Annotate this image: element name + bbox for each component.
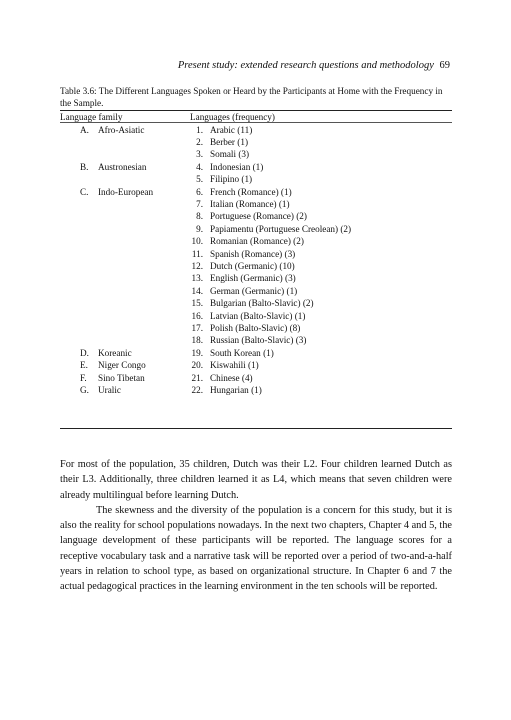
language-name: Italian (Romance) (1): [210, 198, 290, 209]
language-name: German (Germanic) (1): [210, 285, 298, 296]
language-name: Somali (3): [210, 149, 250, 160]
language-number: 2.: [196, 136, 203, 147]
paragraph: For most of the population, 35 children, Dutch was their L2. Four children learned Dutch as their L3. Additionally, three children learned it as L4, which means that seven children were already multilingual before learning Dutch.: [60, 459, 452, 501]
running-head: [178, 60, 450, 71]
table-row: [0, 136, 511, 148]
language-number: 9.: [196, 223, 203, 234]
language-number: 17.: [191, 322, 203, 333]
table-row: [0, 235, 511, 247]
table-row: [0, 297, 511, 309]
language-number: 20.: [191, 360, 203, 371]
language-name: Chinese (4): [210, 372, 253, 383]
table-caption: Table 3.6: The Different Languages Spoken or Heard by the Participants at Home with the Frequency in the Sample.: [60, 86, 443, 108]
table-row: [0, 347, 511, 359]
family-letter: E.: [80, 360, 88, 371]
language-name: Filipino (1): [210, 174, 253, 185]
column-header-languages: Languages (frequency): [190, 111, 275, 122]
family-name: Sino Tibetan: [98, 372, 145, 383]
family-name: Niger Congo: [98, 360, 146, 371]
language-number: 11.: [191, 248, 203, 259]
table-row: [0, 310, 511, 322]
language-name: South Korean (1): [210, 347, 274, 358]
paragraph: The skewness and the diversity of the population is a concern for this study, but it is also the reality for school populations nowadays. In the next two chapters, Chapter 4 and 5, the language development of these participants will be reported. The language scores for a receptive vocabulary task and a narrative task will be reported over a period of two-and-a-half years in relation to school type, as based on organizational structure. In Chapter 6 and 7 the actual pedagogical practices in the learning environment in the ten schools will be reported.: [60, 504, 452, 593]
table-row: [0, 322, 511, 334]
language-name: Hungarian (1): [210, 384, 262, 395]
table-row: [0, 359, 511, 371]
language-name: Kiswahili (1): [210, 360, 259, 371]
table-row: [0, 260, 511, 272]
language-number: 1.: [196, 124, 203, 135]
table-row: [0, 210, 511, 222]
language-name: Bulgarian (Balto-Slavic) (2): [210, 298, 314, 309]
table-row: [0, 248, 511, 260]
language-number: 4.: [196, 161, 203, 172]
table-row: [0, 173, 511, 185]
language-number: 14.: [191, 285, 203, 296]
language-name: Portuguese (Romance) (2): [210, 211, 307, 222]
page-number: 69: [439, 60, 450, 71]
table-row: [0, 223, 511, 235]
language-name: Russian (Balto-Slavic) (3): [210, 335, 307, 346]
language-number: 22.: [191, 384, 203, 395]
language-name: Arabic (11): [210, 124, 253, 135]
table-row: [0, 198, 511, 210]
table-row: [0, 186, 511, 198]
family-letter: A.: [80, 124, 89, 135]
language-name: French (Romance) (1): [210, 186, 292, 197]
language-number: 5.: [196, 174, 203, 185]
language-number: 21.: [191, 372, 203, 383]
family-name: Uralic: [98, 384, 121, 395]
language-number: 18.: [191, 335, 203, 346]
language-number: 7.: [196, 198, 203, 209]
language-name: Berber (1): [210, 136, 249, 147]
language-name: Latvian (Balto-Slavic) (1): [210, 310, 306, 321]
table-row: [0, 148, 511, 160]
family-name: Afro-Asiatic: [98, 124, 145, 135]
family-letter: D.: [80, 347, 89, 358]
family-name: Indo-European: [98, 186, 154, 197]
table-row: [0, 161, 511, 173]
table-bottom-rule: [60, 428, 452, 429]
language-number: 10.: [191, 236, 203, 247]
language-name: Romanian (Romance) (2): [210, 236, 304, 247]
table-header-rule: [60, 122, 452, 123]
family-letter: G.: [80, 384, 89, 395]
table-row: [0, 124, 511, 136]
language-number: 13.: [191, 273, 203, 284]
language-name: Spanish (Romance) (3): [210, 248, 296, 259]
language-name: Polish (Balto-Slavic) (8): [210, 322, 301, 333]
table-row: [0, 272, 511, 284]
language-number: 16.: [191, 310, 203, 321]
family-name: Austronesian: [98, 161, 147, 172]
family-name: Koreanic: [98, 347, 132, 358]
language-number: 6.: [196, 186, 203, 197]
table-row: [0, 372, 511, 384]
language-name: Indonesian (1): [210, 161, 264, 172]
body-text: [60, 457, 452, 595]
table-row: [0, 384, 511, 396]
language-name: Dutch (Germanic) (10): [210, 260, 295, 271]
running-title: Present study: extended research questions and methodology: [177, 60, 434, 71]
column-header-language-family: Language family: [60, 111, 123, 122]
language-name: Papiamentu (Portuguese Creolean) (2): [210, 223, 352, 234]
language-number: 3.: [196, 149, 203, 160]
language-name: English (Germanic) (3): [210, 273, 296, 284]
language-number: 19.: [191, 347, 203, 358]
language-number: 15.: [191, 298, 203, 309]
table-row: [0, 334, 511, 346]
language-number: 8.: [196, 211, 203, 222]
family-letter: F.: [80, 372, 87, 383]
family-letter: B.: [80, 161, 89, 172]
table-row: [0, 285, 511, 297]
language-number: 12.: [191, 260, 203, 271]
family-letter: C.: [80, 186, 89, 197]
